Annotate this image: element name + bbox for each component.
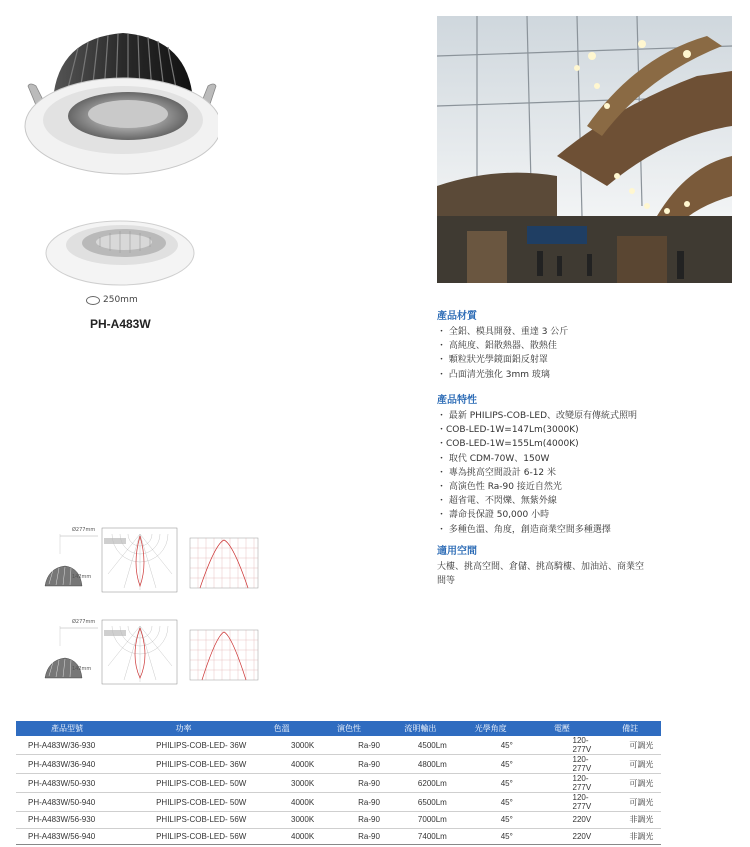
table-cell: Ra-90 — [314, 755, 384, 774]
table-cell: 45° — [457, 828, 525, 845]
table-cell: Ra-90 — [314, 828, 384, 845]
product-image-large — [18, 28, 218, 178]
column-header: 光學角度 — [457, 721, 525, 736]
features-title: 產品特性 — [437, 395, 477, 406]
table-cell: 非調光 — [599, 828, 661, 845]
table-cell: PHILIPS-COB-LED- 50W — [118, 774, 249, 793]
column-header: 演色性 — [314, 721, 384, 736]
table-row — [16, 736, 661, 755]
table-cell: 120-277V — [525, 755, 600, 774]
table-cell: PHILIPS-COB-LED- 36W — [118, 736, 249, 755]
table-cell: 120-277V — [525, 774, 600, 793]
features-section — [437, 391, 637, 537]
table-row — [16, 812, 661, 829]
table-cell: 45° — [457, 793, 525, 812]
list-item: ・ 凸面清光強化 3mm 玻璃 — [437, 369, 550, 380]
diameter-label: Ø277mm — [72, 619, 96, 625]
table-cell: 7400Lm — [384, 828, 457, 845]
table-cell: 45° — [457, 755, 525, 774]
table-cell: 120-277V — [525, 736, 600, 755]
table-cell: PH-A483W/56-940 — [16, 828, 118, 845]
table-cell: 220V — [525, 812, 600, 829]
application-photo — [437, 16, 732, 283]
column-header: 功率 — [118, 721, 249, 736]
table-cell: PH-A483W/50-940 — [16, 793, 118, 812]
column-header: 電壓 — [525, 721, 600, 736]
table-cell: PHILIPS-COB-LED- 50W — [118, 793, 249, 812]
table-cell: PH-A483W/36-940 — [16, 755, 118, 774]
height-label: 142mm — [72, 574, 92, 580]
table-row — [16, 755, 661, 774]
table-cell: 3000K — [249, 774, 314, 793]
list-item: ・ 全鋁、模具開發、重達 3 公斤 — [437, 327, 569, 337]
table-cell: 4000K — [249, 828, 314, 845]
table-cell: 可調光 — [599, 774, 661, 793]
table-cell: PHILIPS-COB-LED- 56W — [118, 828, 249, 845]
table-cell: 4800Lm — [384, 755, 457, 774]
cutout-icon — [86, 296, 100, 305]
table-cell: PH-A483W/50-930 — [16, 774, 118, 793]
list-item: ・ 超省電、不閃爍、無紫外線 — [437, 496, 557, 507]
model-name: PH-A483W — [90, 317, 151, 331]
technical-diagram-2 — [40, 616, 265, 688]
product-image-small — [44, 215, 196, 287]
table-cell: Ra-90 — [314, 774, 384, 793]
table-cell: 220V — [525, 828, 600, 845]
features-list — [437, 409, 637, 537]
table-cell: 7000Lm — [384, 812, 457, 829]
spec-table — [16, 721, 661, 845]
polar-chart — [102, 620, 177, 684]
table-cell: PHILIPS-COB-LED- 36W — [118, 755, 249, 774]
table-cell: 4500Lm — [384, 736, 457, 755]
cutout-size: 250mm — [86, 295, 138, 305]
table-row — [16, 774, 661, 793]
application-text: 大樓、挑高空間、倉儲、挑高騎樓、加油站、商業空間等 — [437, 562, 645, 586]
table-header-row — [16, 721, 661, 736]
diameter-label: Ø277mm — [72, 527, 96, 533]
table-cell: Ra-90 — [314, 736, 384, 755]
table-cell: 4000K — [249, 793, 314, 812]
column-header: 備註 — [599, 721, 661, 736]
polar-chart — [102, 528, 177, 592]
list-item: ・ 最新 PHILIPS-COB-LED、改變原有傳統式照明 — [437, 411, 638, 421]
list-item: ・ 多種色溫、角度，創造商業空間多種選擇 — [437, 524, 611, 535]
height-label: 142mm — [72, 666, 92, 672]
list-item: ・ 高演色性 Ra-90 接近自然光 — [437, 482, 562, 493]
list-item: ・ 取代 CDM-70W、150W — [437, 453, 550, 464]
table-cell: 可調光 — [599, 755, 661, 774]
table-cell: Ra-90 — [314, 793, 384, 812]
intensity-chart — [190, 538, 258, 588]
technical-diagram-1 — [40, 524, 265, 596]
list-item: ・ 壽命長保證 50,000 小時 — [437, 510, 550, 521]
material-section — [437, 307, 568, 382]
list-item: ・COB-LED-1W=155Lm(4000K) — [437, 439, 579, 450]
table-cell: 3000K — [249, 812, 314, 829]
list-item: ・ 顆粒狀光學鏡面鋁反射罩 — [437, 355, 548, 366]
table-cell: PH-A483W/36-930 — [16, 736, 118, 755]
table-cell: 4000K — [249, 755, 314, 774]
material-list — [437, 325, 568, 382]
intensity-chart — [190, 630, 258, 680]
table-row — [16, 828, 661, 845]
column-header: 產品型號 — [16, 721, 118, 736]
column-header: 流明輸出 — [384, 721, 457, 736]
table-cell: 可調光 — [599, 793, 661, 812]
table-cell: 6500Lm — [384, 793, 457, 812]
list-item: ・ 高純度、鋁散熱器、散熱佳 — [437, 341, 557, 352]
application-section — [437, 542, 652, 588]
table-cell: Ra-90 — [314, 812, 384, 829]
table-cell: 6200Lm — [384, 774, 457, 793]
table-cell: PHILIPS-COB-LED- 56W — [118, 812, 249, 829]
table-cell: PH-A483W/56-930 — [16, 812, 118, 829]
list-item: ・ 專為挑高空間設計 6-12 米 — [437, 467, 557, 478]
table-cell: 45° — [457, 736, 525, 755]
column-header: 色溫 — [249, 721, 314, 736]
table-cell: 可調光 — [599, 736, 661, 755]
table-cell: 45° — [457, 812, 525, 829]
application-title: 適用空間 — [437, 546, 477, 557]
table-cell: 3000K — [249, 736, 314, 755]
table-cell: 非調光 — [599, 812, 661, 829]
table-row — [16, 793, 661, 812]
table-cell: 120-277V — [525, 793, 600, 812]
list-item: ・COB-LED-1W=147Lm(3000K) — [437, 425, 579, 436]
table-cell: 45° — [457, 774, 525, 793]
material-title: 產品材質 — [437, 311, 477, 322]
